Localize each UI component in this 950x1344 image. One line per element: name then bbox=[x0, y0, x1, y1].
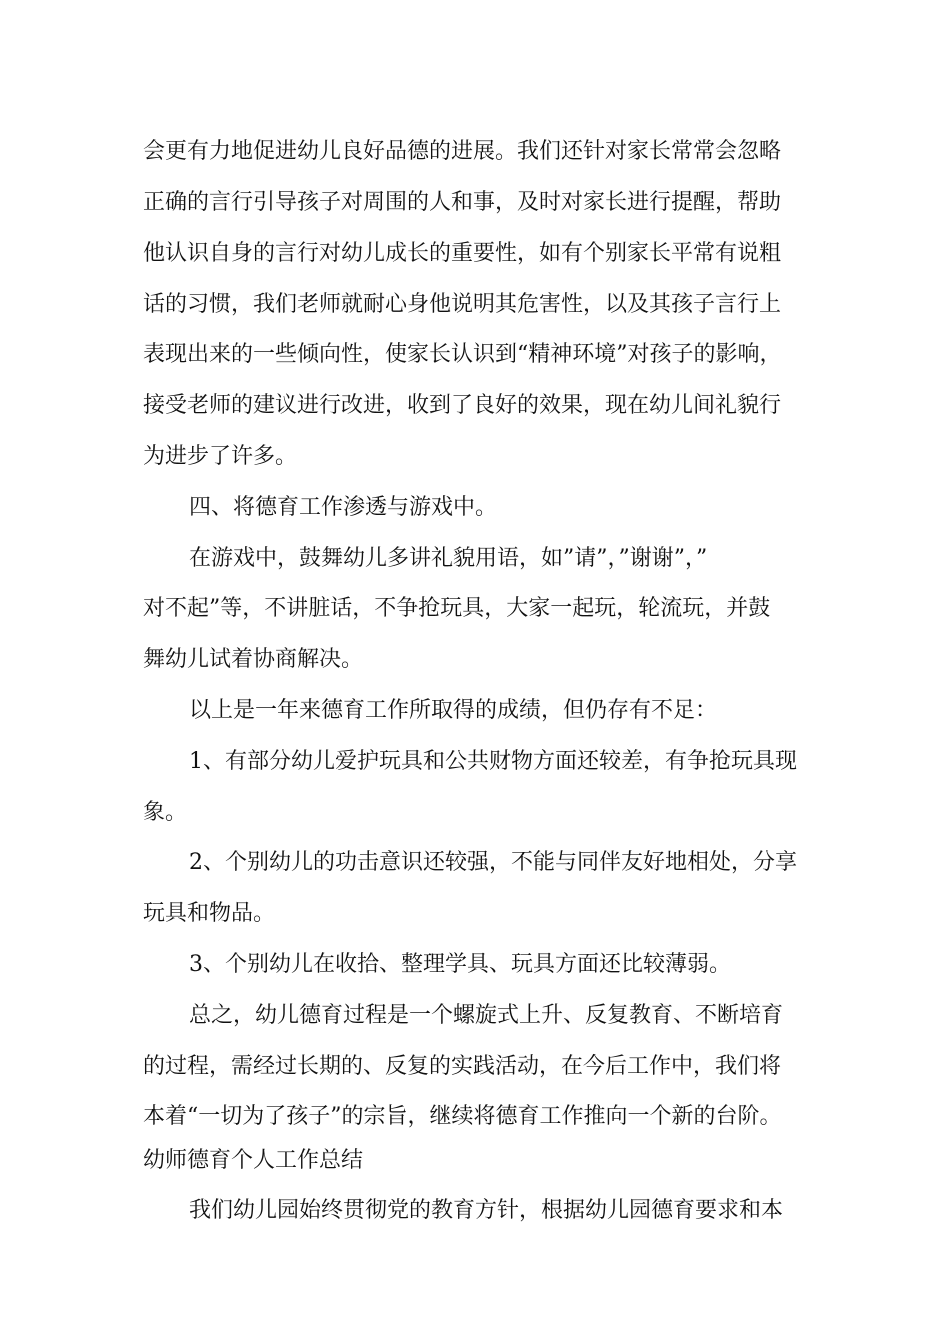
list-item: 3、个别幼儿在收拾、整理学具、玩具方面还比较薄弱。 bbox=[189, 952, 731, 977]
section-heading: 四、将德育工作渗透与游戏中。 bbox=[189, 495, 498, 520]
text-line: 在游戏中，鼓舞幼儿多讲礼貌用语，如”请”，”谢谢”，” bbox=[189, 546, 708, 571]
text-line: 的过程，需经过长期的、反复的实践活动，在今后工作中，我们将 bbox=[143, 1054, 782, 1079]
text-line: 话的习惯，我们老师就耐心身他说明其危害性，以及其孩子言行上 bbox=[143, 292, 782, 317]
text-line: 对不起”等，不讲脏话，不争抢玩具，大家一起玩，轮流玩，并鼓 bbox=[143, 596, 771, 621]
text-line: 会更有力地促进幼儿良好品德的进展。我们还针对家长常常会忽略 bbox=[143, 139, 782, 164]
text-line: 总之，幼儿德育过程是一个螺旋式上升、反复教育、不断培育 bbox=[189, 1003, 784, 1028]
document-title: 幼师德育个人工作总结 bbox=[143, 1148, 364, 1173]
text-line: 本着“一切为了孩子”的宗旨，继续将德育工作推向一个新的台阶。 bbox=[143, 1104, 782, 1129]
text-line: 接受老师的建议进行改进，收到了良好的效果，现在幼儿间礼貌行 bbox=[143, 393, 782, 418]
text-line: 象。 bbox=[143, 800, 188, 825]
text-line: 为进步了许多。 bbox=[143, 444, 298, 469]
text-line: 正确的言行引导孩子对周围的人和事，及时对家长进行提醒，帮助 bbox=[143, 190, 782, 215]
list-item: 1、有部分幼儿爱护玩具和公共财物方面还较差，有争抢玩具现 bbox=[189, 749, 797, 774]
text-line: 我们幼儿园始终贯彻党的教育方针，根据幼儿园德育要求和本 bbox=[189, 1198, 784, 1223]
text-line: 表现出来的一些倾向性，使家长认识到“精神环境”对孩子的影响， bbox=[143, 342, 782, 367]
text-line: 玩具和物品。 bbox=[143, 901, 276, 926]
text-line: 舞幼儿试着协商解决。 bbox=[143, 647, 364, 672]
text-line: 他认识自身的言行对幼儿成长的重要性，如有个别家长平常有说粗 bbox=[143, 241, 782, 266]
list-item: 2、个别幼儿的功击意识还较强，不能与同伴友好地相处，分享 bbox=[189, 850, 797, 875]
text-line: 以上是一年来德育工作所取得的成绩，但仍存有不足： bbox=[189, 698, 718, 723]
